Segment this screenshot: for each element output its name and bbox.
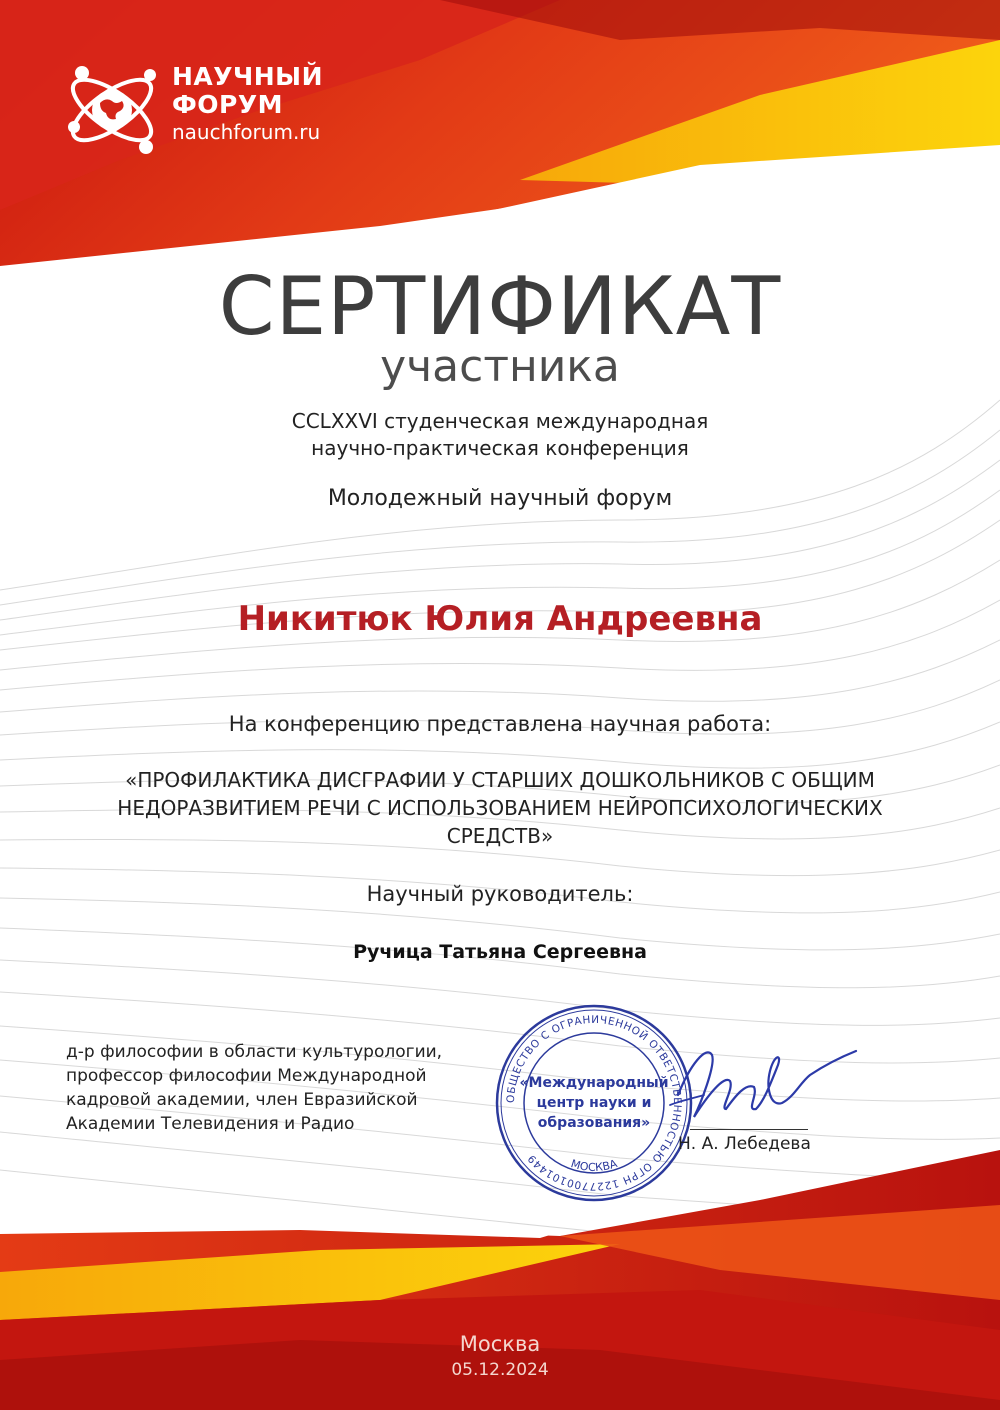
credentials-line-2: профессор философии Международной xyxy=(66,1066,427,1086)
logo-text xyxy=(172,63,323,145)
footer-city: Москва xyxy=(459,1332,541,1356)
footer-date: 05.12.2024 xyxy=(451,1360,549,1380)
participant-name: Никитюк Юлия Андреевна xyxy=(237,599,763,639)
work-title-line-2: НЕДОРАЗВИТИЕМ РЕЧИ С ИСПОЛЬЗОВАНИЕМ НЕЙРОПСИХОЛОГИЧЕСКИХ xyxy=(117,796,883,820)
stamp-city: МОСКВА xyxy=(569,1157,619,1174)
signatory-name: Н. А. Лебедева xyxy=(678,1134,811,1154)
presented-label: На конференцию представлена научная работа: xyxy=(228,712,772,736)
work-title-line-3: СРЕДСТВ» xyxy=(446,824,554,848)
credentials-line-3: кадровой академии, член Евразийской xyxy=(66,1090,418,1110)
work-title xyxy=(70,766,930,850)
credentials-line-4: Академии Телевидения и Радио xyxy=(66,1114,355,1134)
svg-text:МОСКВА xyxy=(569,1157,619,1174)
conference-name xyxy=(0,408,1000,462)
supervisor-name: Ручица Татьяна Сергеевна xyxy=(353,941,647,963)
work-title-line-1: «ПРОФИЛАКТИКА ДИСГРАФИИ У СТАРШИХ ДОШКОЛЬНИКОВ С ОБЩИМ xyxy=(125,768,875,792)
signatory-credentials xyxy=(66,1040,516,1136)
handwritten-signature xyxy=(660,1025,870,1135)
logo-line-2: ФОРУМ xyxy=(172,90,284,119)
stamp-ring-text: ОБЩЕСТВО С ОГРАНИЧЕННОЙ ОТВЕТСТВЕННОСТЬЮ ОГРН 1227700101449 xyxy=(504,1013,684,1193)
certificate-title: СЕРТИФИКАТ xyxy=(218,260,782,353)
certificate-subtitle: участника xyxy=(380,341,620,392)
atom-globe-icon xyxy=(60,55,170,165)
conference-line-1: CCLXXVI студенческая международная xyxy=(291,409,709,433)
stamp-center-line-2: центр науки и xyxy=(536,1095,652,1111)
supervisor-label: Научный руководитель: xyxy=(366,882,634,906)
stamp-center-line-1: «Международный xyxy=(519,1075,669,1091)
logo-line-1: НАУЧНЫЙ xyxy=(172,62,323,91)
forum-name: Молодежный научный форум xyxy=(327,486,673,511)
credentials-line-1: д-р философии в области культурологии, xyxy=(66,1042,443,1062)
nauchforum-logo[interactable] xyxy=(60,55,360,165)
logo-site: nauchforum.ru xyxy=(172,120,321,144)
conference-line-2: научно-практическая конференция xyxy=(311,436,689,460)
signature-line xyxy=(690,1129,808,1130)
stamp-center-line-3: образования» xyxy=(537,1115,651,1131)
